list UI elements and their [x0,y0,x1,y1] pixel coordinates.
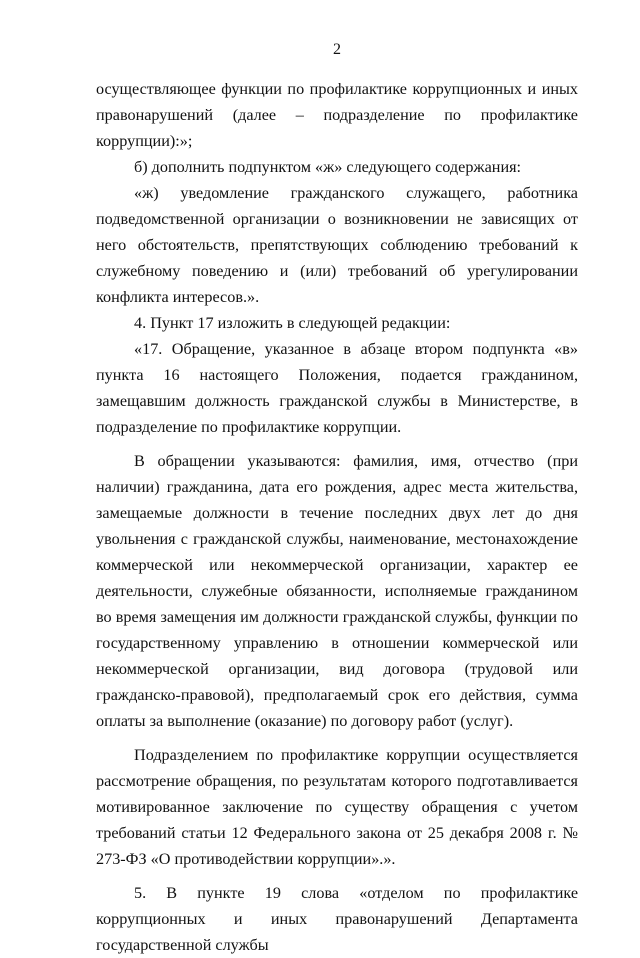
paragraph-item-5: 5. В пункте 19 слова «отделом по профилактике коррупционных и иных правонарушений Департамента государственной службы [96,884,578,954]
paragraph-item-17: «17. Обращение, указанное в абзаце втором подпункта «в» пункта 16 настоящего Положения, подается гражданином, замещавшим должность гражданской службы в Министерстве, в подразделение по профилактике коррупции. [96,340,578,436]
paragraph-item-4: 4. Пункт 17 изложить в следующей редакции: [134,314,451,332]
paragraph-subitem-b: б) дополнить подпунктом «ж» следующего содержания: [134,158,522,176]
page-number: 2 [333,41,341,58]
paragraph-appeal-contents: В обращении указываются: фамилия, имя, отчество (при наличии) гражданина, дата его рождения, адрес места жительства, замещаемые должности в течение последних двух лет до дня увольнения с гражданской службы, наименование, местонахождение коммерческой или некоммерческой организации, характер ее деятельности, служебные обязанности, исполняемые гражданином во время замещения им должности гражданской службы, функции по государственному управлению в отношении коммерческой или некоммерческой организации, вид договора (трудовой или гражданско-правовой), предполагаемый срок его действия, сумма оплаты за выполнение (оказание) по договору работ (услуг). [96,452,578,730]
document-body [96,76,578,958]
paragraph-appeal-review: Подразделением по профилактике коррупции осуществляется рассмотрение обращения, по результатам которого подготавливается мотивированное заключение по существу обращения с учетом требований статьи 12 Федерального закона от 25 декабря 2008 г. № 273-ФЗ «О противодействии коррупции».». [96,746,578,868]
paragraph-subitem-zh: «ж) уведомление гражданского служащего, работника подведомственной организации о возникновении не зависящих от него обстоятельств, препятствующих соблюдению требований к служебному поведению и (или) требований об урегулировании конфликта интересов.». [96,184,578,306]
paragraph-continuation: осуществляющее функции по профилактике коррупционных и иных правонарушений (далее – подразделение по профилактике коррупции):»; [96,80,578,150]
